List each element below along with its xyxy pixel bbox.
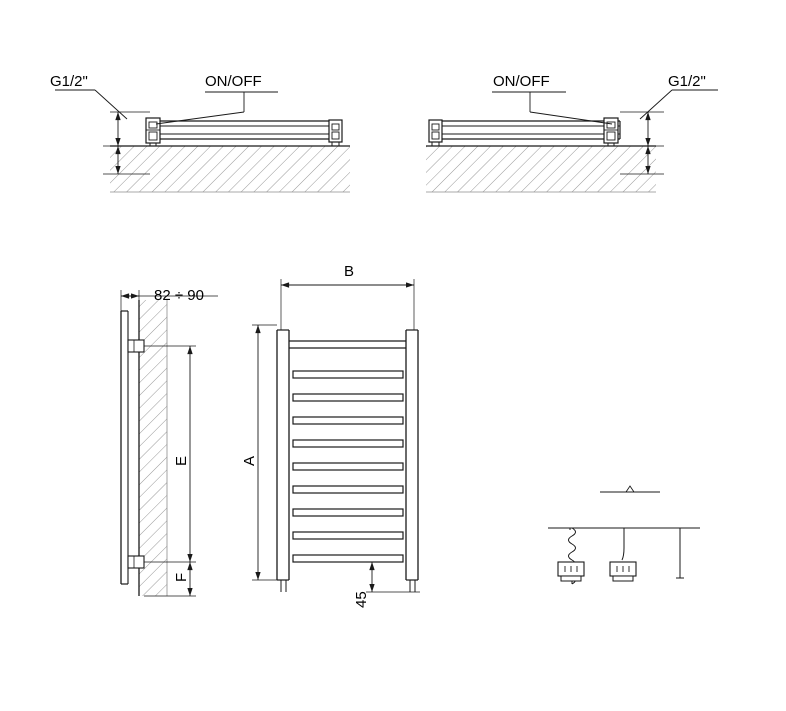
- label-width-b: B: [344, 263, 355, 280]
- label-connection-left: G1/2": [50, 73, 88, 90]
- label-depth: 82 ÷ 90: [154, 287, 204, 304]
- plug-detail: [548, 486, 700, 584]
- label-switch-left: ON/OFF: [205, 73, 262, 90]
- label-height-a: A: [241, 455, 258, 466]
- label-switch-right: ON/OFF: [493, 73, 550, 90]
- top-view-right: [426, 90, 718, 192]
- front-view: [252, 279, 420, 592]
- side-view: [121, 290, 218, 596]
- label-dim-f: F: [173, 572, 190, 582]
- label-dim-e: E: [173, 455, 190, 466]
- label-dim-45: 45: [353, 591, 370, 608]
- label-connection-right: G1/2": [668, 73, 706, 90]
- top-view-left: [55, 90, 350, 192]
